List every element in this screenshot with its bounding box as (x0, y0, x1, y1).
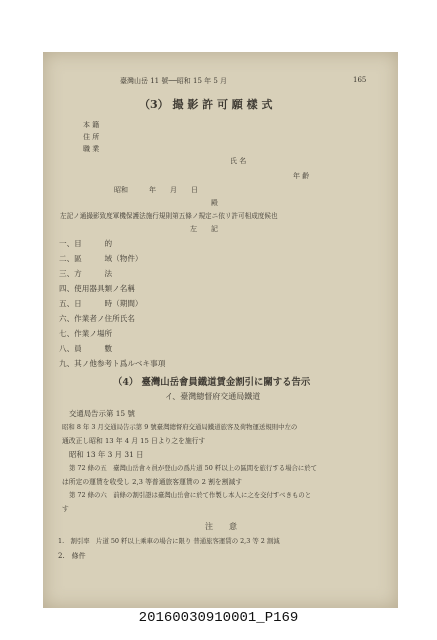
name-label: 氏 名 (230, 157, 247, 165)
item-7: 七、作業ノ場所 (59, 329, 113, 338)
item-2: 二、區 域（物件） (59, 254, 143, 263)
request-statement: 左記ノ通撮影致度軍機保護法施行規則第五條ノ規定ニ依リ許可相成度候也 (60, 212, 278, 220)
note-1: 1. 割引率 片道 50 粁以上乘車の場合に限り 普通旅客運賃の 2,3 等 2 割減 (58, 537, 280, 545)
article-72-5-line-1: 第 72 條の五 臺灣山岳會々員が登山の爲片道 50 粁以上の區間を旅行する場合に於て (69, 464, 318, 472)
document-page (43, 52, 398, 608)
article-72-6-line-1: 第 72 條の六 前條の割引證は臺灣山岳會に於て作製し本人に之を交付すべきものと (69, 491, 312, 499)
item-8: 八、員 數 (59, 344, 113, 353)
section-3-title: （3） 撮 影 許 可 願 樣 式 (139, 98, 273, 111)
addressee-suffix: 殿 (211, 199, 218, 207)
notice-number: 交通局告示第 15 號 (69, 409, 135, 418)
item-1: 一、目 的 (59, 239, 113, 248)
age-label: 年 齡 (293, 172, 310, 180)
article-72-5-line-2: は所定の運賃を收受し 2,3 等普通旅客運賃の 2 割を割減す (62, 478, 243, 486)
item-3: 三、方 法 (59, 269, 113, 278)
page-number: 165 (353, 76, 367, 84)
item-6: 六、作業者ノ住所氏名 (59, 314, 135, 323)
form-field-address: 住 所 (83, 133, 100, 141)
notice-line-2: 通改正し昭和 13 年 4 月 15 日より之を施行す (62, 437, 206, 445)
note-2: 2. 條件 (58, 552, 86, 560)
particulars-heading: 左 記 (190, 225, 218, 233)
notice-line-1: 昭和 8 年 3 月交通局告示第 9 號臺灣總督府交通局鐵道旅客及荷物運送規則中左の (62, 423, 298, 431)
section-4-title: （4） 臺灣山岳會員鐵道賃金割引に關する告示 (113, 377, 311, 388)
section-4-subtitle: イ、臺灣總督府交通局鐵道 (165, 392, 261, 401)
date-line: 昭和 年 月 日 (114, 186, 198, 194)
form-field-occupation: 職 業 (83, 145, 100, 153)
archive-caption: 20160030910001_P169 (138, 610, 299, 626)
item-9: 九、其ノ他参考ト爲ルベキ事項 (59, 359, 166, 368)
article-72-6-line-2: す (62, 505, 69, 513)
running-header: 臺灣山岳 11 號──昭和 15 年 5 月 (120, 77, 228, 85)
item-4: 四、使用器具類ノ名稱 (59, 284, 135, 293)
notes-heading: 注 意 (205, 522, 237, 531)
item-5: 五、日 時（期間） (59, 299, 143, 308)
notice-date: 昭和 13 年 3 月 31 日 (69, 450, 144, 459)
form-field-domicile: 本 籍 (83, 121, 100, 129)
